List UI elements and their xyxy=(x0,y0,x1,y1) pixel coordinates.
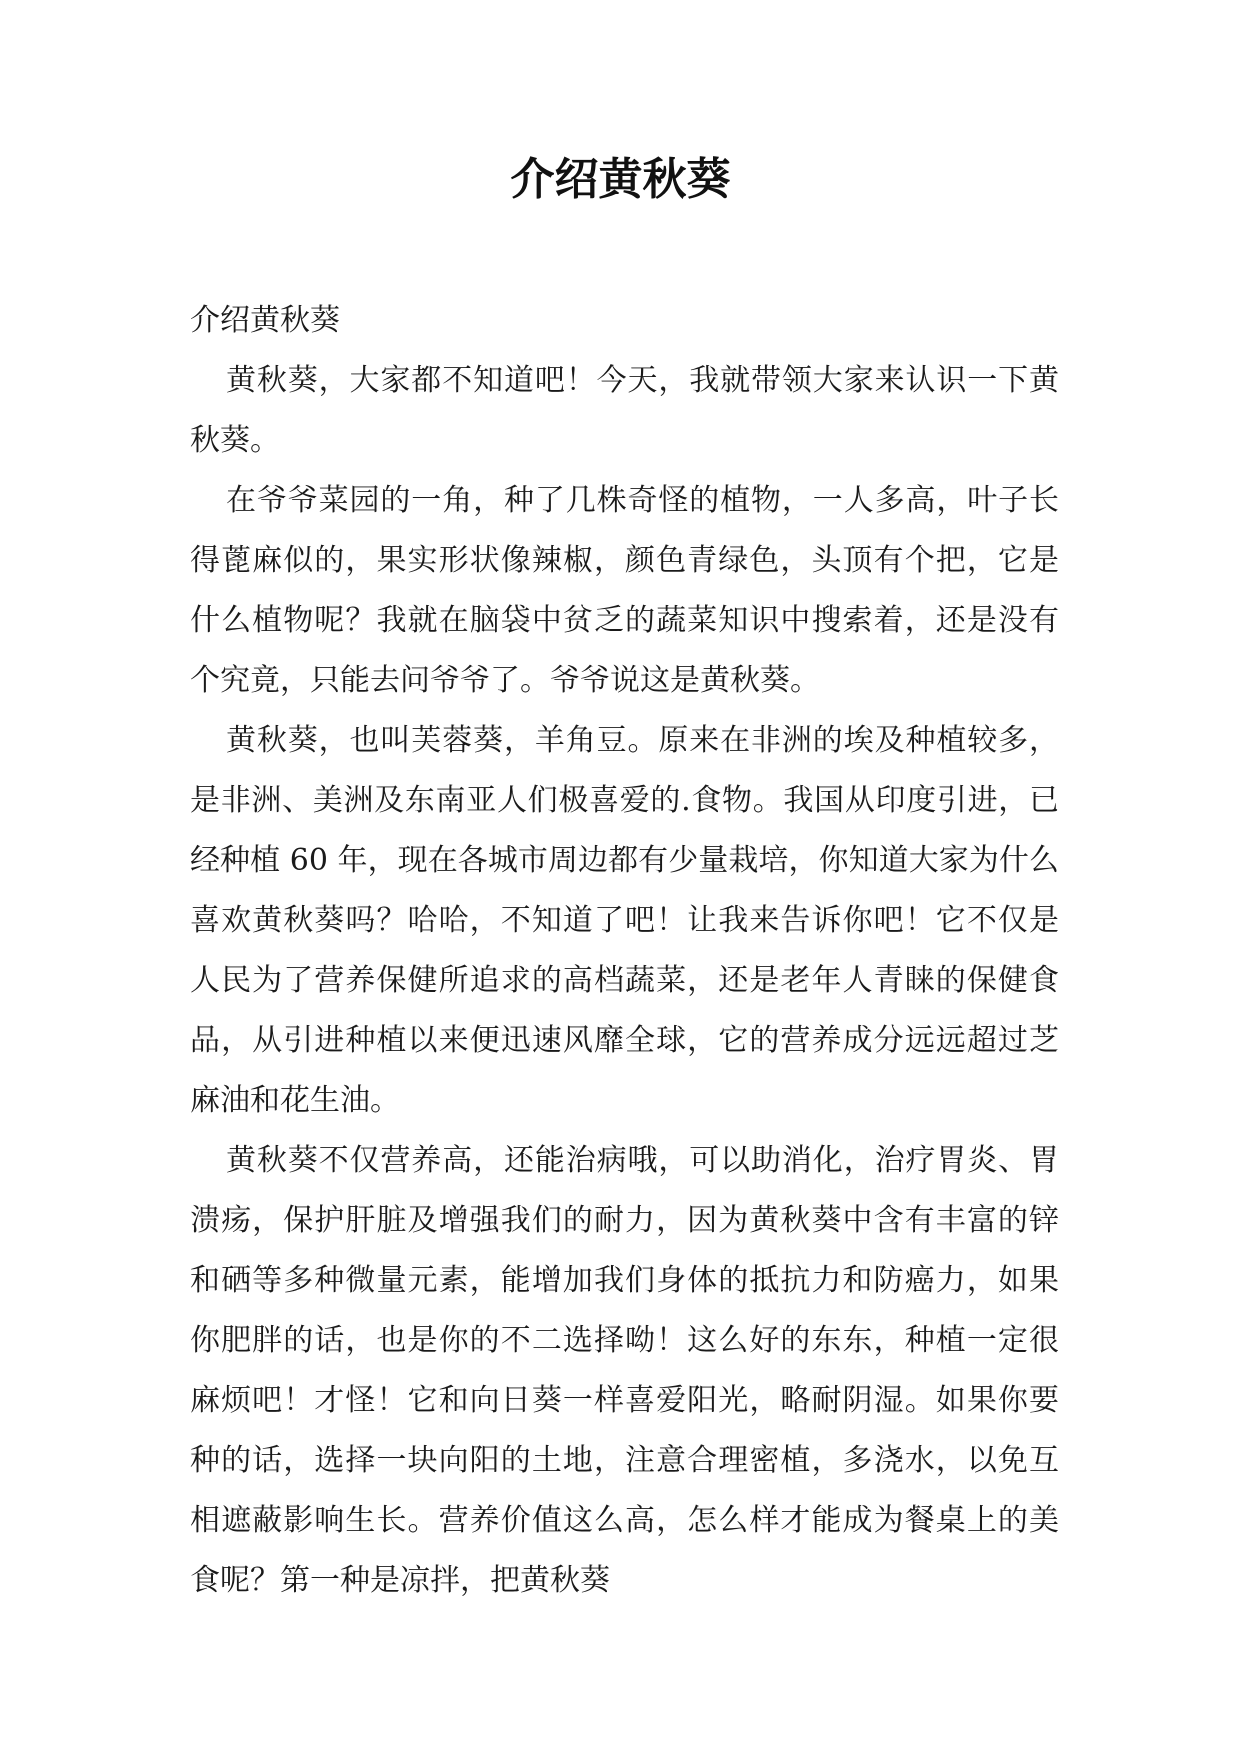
paragraph-subtitle: 介绍黄秋葵 xyxy=(190,303,340,338)
document-body xyxy=(190,291,1059,1611)
paragraph: 黄秋葵，大家都不知道吧！今天，我就带领大家来认识一下黄秋葵。 xyxy=(190,363,1059,458)
paragraph: 黄秋葵不仅营养高，还能治病哦，可以助消化，治疗胃炎、胃溃疡，保护肝脏及增强我们的耐力，因为黄秋葵中含有丰富的锌和硒等多种微量元素，能增加我们身体的抵抗力和防癌力，如果你肥胖的话，也是你的不二选择呦！这么好的东东，种植一定很麻烦吧！才怪！它和向日葵一样喜爱阳光，略耐阴湿。如果你要种的话，选择一块向阳的土地，注意合理密植，多浇水，以免互相遮蔽影响生长。营养价值这么高，怎么样才能成为餐桌上的美食呢？第一种是凉拌，把黄秋葵 xyxy=(190,1143,1059,1598)
paragraph: 在爷爷菜园的一角，种了几株奇怪的植物，一人多高，叶子长得蓖麻似的，果实形状像辣椒，颜色青绿色，头顶有个把，它是什么植物呢？我就在脑袋中贫乏的蔬菜知识中搜索着，还是没有个究竟，只能去问爷爷了。爷爷说这是黄秋葵。 xyxy=(190,483,1059,698)
paragraph: 黄秋葵，也叫芙蓉葵，羊角豆。原来在非洲的埃及种植较多，是非洲、美洲及东南亚人们极喜爱的.食物。我国从印度引进，已经种植 60 年，现在各城市周边都有少量栽培，你知道大家为什么喜欢黄秋葵吗？哈哈，不知道了吧！让我来告诉你吧！它不仅是人民为了营养保健所追求的高档蔬菜，还是老年人青睐的保健食品，从引进种植以来便迅速风靡全球，它的营养成分远远超过芝麻油和花生油。 xyxy=(190,723,1059,1118)
document-title: 介绍黄秋葵 xyxy=(510,154,731,205)
